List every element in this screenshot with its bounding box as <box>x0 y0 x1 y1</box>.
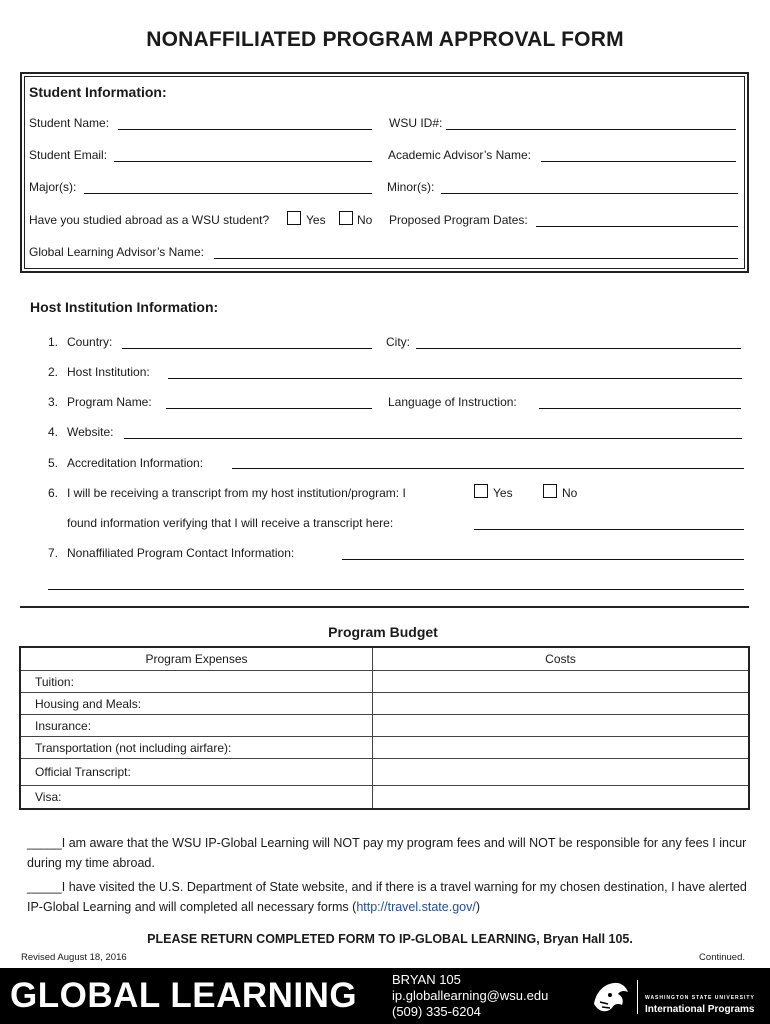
cost-cell[interactable] <box>373 759 750 786</box>
table-row <box>20 786 749 810</box>
host-info-heading: Host Institution Information: <box>30 299 219 315</box>
contact-phone: (509) 335-6204 <box>392 1004 481 1019</box>
country-label: Country: <box>67 335 113 349</box>
return-instruction: PLEASE RETURN COMPLETED FORM TO IP-GLOBAL LEARNING, Bryan Hall 105. <box>147 932 633 946</box>
transcript-yes-checkbox[interactable] <box>474 484 488 498</box>
transcript-found-field[interactable] <box>474 529 744 530</box>
table-header-row <box>20 647 749 671</box>
cost-cell[interactable] <box>373 671 750 693</box>
expense-label: Official Transcript: <box>20 759 373 786</box>
costs-column-header: Costs <box>373 647 750 671</box>
contact-email[interactable]: ip.globallearning@wsu.edu <box>392 988 549 1003</box>
cost-cell[interactable] <box>373 693 750 715</box>
footer-contact <box>392 972 548 1020</box>
student-name-field[interactable] <box>118 129 372 130</box>
item-number: 7. <box>48 546 59 560</box>
revised-date: Revised August 18, 2016 <box>21 952 127 963</box>
table-row <box>20 693 749 715</box>
international-programs-logo <box>645 992 755 1016</box>
gl-advisor-label: Global Learning Advisor’s Name: <box>29 245 204 259</box>
language-label: Language of Instruction: <box>388 395 517 409</box>
abroad-no-label: No <box>357 213 373 227</box>
item-number: 1. <box>48 335 59 349</box>
item-number: 2. <box>48 365 59 379</box>
wsu-id-label: WSU ID#: <box>389 116 443 130</box>
academic-advisor-label: Academic Advisor’s Name: <box>388 148 531 162</box>
studied-abroad-question: Have you studied abroad as a WSU student? <box>29 213 270 227</box>
agreement-travel <box>27 877 749 917</box>
website-field[interactable] <box>124 438 742 439</box>
host-institution-label: Host Institution: <box>67 365 150 379</box>
agreement-travel-text: _____I have visited the U.S. Department of State website, and if there is a travel warning for my chosen destination, I have alerted IP-Global Learning and will completed all necessary forms ( <box>27 880 747 914</box>
transcript-no-label: No <box>562 486 578 500</box>
transcript-yes-label: Yes <box>493 486 513 500</box>
item-number: 3. <box>48 395 59 409</box>
expense-label: Tuition: <box>20 671 373 693</box>
transcript-no-checkbox[interactable] <box>543 484 557 498</box>
program-contact-field-line2[interactable] <box>48 589 744 590</box>
abroad-no-checkbox[interactable] <box>339 211 353 225</box>
student-info-box <box>20 72 749 273</box>
majors-field[interactable] <box>84 193 372 194</box>
form-title: NONAFFILIATED PROGRAM APPROVAL FORM <box>146 28 624 51</box>
website-label: Website: <box>67 425 114 439</box>
cost-cell[interactable] <box>373 737 750 759</box>
student-email-label: Student Email: <box>29 148 108 162</box>
program-dates-label: Proposed Program Dates: <box>389 213 528 227</box>
expenses-column-header: Program Expenses <box>20 647 373 671</box>
expense-label: Transportation (not including airfare): <box>20 737 373 759</box>
continued-note: Continued. <box>699 952 745 963</box>
expense-label: Visa: <box>20 786 373 810</box>
program-name-label: Program Name: <box>67 395 152 409</box>
student-name-label: Student Name: <box>29 116 110 130</box>
table-row <box>20 671 749 693</box>
academic-advisor-field[interactable] <box>541 161 736 162</box>
budget-table <box>19 646 750 810</box>
majors-label: Major(s): <box>29 180 77 194</box>
gl-advisor-field[interactable] <box>214 258 738 259</box>
cost-cell[interactable] <box>373 715 750 737</box>
transcript-found-label: found information verifying that I will receive a transcript here: <box>67 516 394 530</box>
city-field[interactable] <box>416 348 741 349</box>
abroad-yes-label: Yes <box>306 213 326 227</box>
expense-label: Insurance: <box>20 715 373 737</box>
accreditation-label: Accreditation Information: <box>67 456 204 470</box>
program-name-field[interactable] <box>166 408 372 409</box>
university-name: WASHINGTON STATE UNIVERSITY <box>645 995 755 1001</box>
host-institution-field[interactable] <box>168 378 742 379</box>
program-contact-field[interactable] <box>342 559 744 560</box>
department-name: International Programs <box>645 1004 755 1015</box>
table-row <box>20 715 749 737</box>
agreement-fees: _____I am aware that the WSU IP-Global Learning will NOT pay my program fees and will NOT be responsible for any fees I incur during my time abroad. <box>27 836 747 870</box>
country-field[interactable] <box>122 348 372 349</box>
table-row <box>20 759 749 786</box>
section-divider <box>20 606 749 608</box>
student-info-heading: Student Information: <box>29 84 167 100</box>
abroad-yes-checkbox[interactable] <box>287 211 301 225</box>
global-learning-logo: GLOBAL LEARNING <box>10 976 358 1015</box>
transcript-statement: I will be receiving a transcript from my host institution/program: I <box>67 486 406 500</box>
expense-label: Housing and Meals: <box>20 693 373 715</box>
cost-cell[interactable] <box>373 786 750 810</box>
footer-divider <box>637 980 638 1014</box>
language-field[interactable] <box>539 408 741 409</box>
student-email-field[interactable] <box>114 161 372 162</box>
table-row <box>20 737 749 759</box>
item-number: 4. <box>48 425 59 439</box>
agreement-travel-close: ) <box>475 900 481 914</box>
accreditation-field[interactable] <box>232 468 744 469</box>
city-label: City: <box>386 335 410 349</box>
item-number: 6. <box>48 486 59 500</box>
program-dates-field[interactable] <box>536 226 738 227</box>
office-location: BRYAN 105 <box>392 972 461 987</box>
budget-title: Program Budget <box>328 624 438 640</box>
minors-label: Minor(s): <box>387 180 435 194</box>
travel-state-link[interactable]: http://travel.state.gov/ <box>356 900 476 914</box>
item-number: 5. <box>48 456 59 470</box>
cougar-head-icon <box>588 974 632 1018</box>
wsu-id-field[interactable] <box>446 129 736 130</box>
program-contact-label: Nonaffiliated Program Contact Information: <box>67 546 295 560</box>
minors-field[interactable] <box>441 193 738 194</box>
